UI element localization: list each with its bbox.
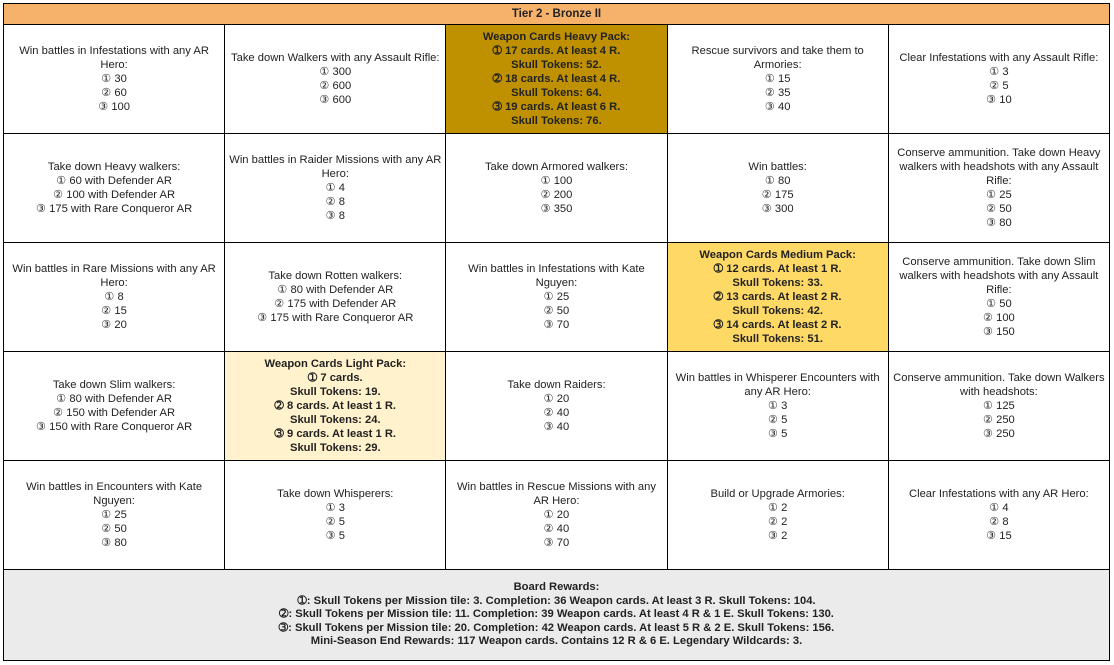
board-rewards-title: Board Rewards: — [513, 581, 600, 594]
mission-goal-line: ③ 175 with Rare Conqueror AR — [36, 203, 193, 216]
mission-goal-line: ① 15 — [764, 73, 791, 86]
mission-title: Win battles in Rare Missions with any AR Hero: — [12, 263, 216, 290]
mission-goal-line: ① 3 — [325, 502, 345, 515]
reward-line: Skull Tokens: 24. — [289, 414, 381, 427]
mission-goal-line: ② 200 — [540, 189, 573, 202]
mission-goal-line: ③ 150 with Rare Conqueror AR — [36, 421, 193, 434]
mission-tile — [4, 243, 225, 352]
reward-line: ➁ 8 cards. At least 1 R. — [274, 400, 397, 413]
mission-goal-line: ① 300 — [319, 66, 352, 79]
tier-board-table — [3, 3, 1110, 661]
reward-line: ➀ 17 cards. At least 4 R. — [492, 45, 621, 58]
reward-line: Skull Tokens: 19. — [289, 386, 381, 399]
mission-goal-line: ③ 100 — [98, 101, 130, 114]
reward-pack-light — [225, 352, 446, 461]
board-rewards — [4, 570, 1110, 661]
mission-goal-line: ② 40 — [543, 407, 570, 420]
reward-line: Skull Tokens: 76. — [511, 115, 602, 128]
mission-goal-line: ③ 20 — [101, 319, 127, 332]
board-row — [4, 25, 1110, 134]
reward-pack-title: Weapon Cards Light Pack: — [264, 358, 407, 371]
mission-tile — [667, 461, 888, 570]
mission-goal-line: ③ 8 — [325, 210, 345, 223]
mission-title: Win battles in Infestations with Kate Nguyen: — [468, 263, 645, 290]
mission-goal-line: ① 60 with Defender AR — [56, 175, 172, 188]
mission-goal-line: ③ 350 — [540, 203, 573, 216]
mission-goal-line: ② 50 — [543, 305, 570, 318]
mission-goal-line: ② 600 — [319, 80, 352, 93]
mission-goal-line: ③ 150 — [982, 326, 1015, 339]
mission-goal-line: ② 175 — [761, 189, 794, 202]
board-reward-line: ➂: Skull Tokens per Mission tile: 20. Completion: 42 Weapon cards. At least 5 R & 2 E. Skull Tokens: 156. — [278, 621, 835, 634]
reward-line: ➁ 13 cards. At least 2 R. — [713, 291, 842, 304]
mission-tile — [888, 461, 1109, 570]
mission-goal-line: ③ 80 — [101, 537, 127, 550]
reward-line: ➂ 9 cards. At least 1 R. — [274, 428, 397, 441]
reward-line: ➂ 19 cards. At least 6 R. — [492, 101, 621, 114]
mission-title: Conserve ammunition. Take down Heavy walkers with headshots with any Assault Rifle: — [897, 147, 1101, 188]
mission-title: Rescue survivors and take them to Armories: — [691, 45, 864, 72]
mission-goal-line: ② 35 — [764, 87, 791, 100]
mission-goal-line: ② 250 — [982, 414, 1015, 427]
mission-title: Take down Whisperers: — [277, 488, 394, 501]
mission-goal-line: ③ 5 — [767, 428, 788, 441]
reward-pack-medium — [667, 243, 888, 352]
mission-tile — [225, 461, 446, 570]
mission-tile — [888, 134, 1109, 243]
mission-title: Take down Walkers with any Assault Rifle: — [231, 52, 440, 65]
mission-goal-line: ③ 600 — [319, 94, 352, 107]
board-reward-line: Mini-Season End Rewards: 117 Weapon cards. Contains 12 R & 6 E. Legendary Wildcards: 3. — [310, 635, 803, 648]
mission-goal-line: ② 100 with Defender AR — [53, 189, 176, 202]
mission-tile — [4, 352, 225, 461]
mission-title: Win battles in Whisperer Encounters with any AR Hero: — [675, 372, 880, 399]
mission-goal-line: ② 5 — [325, 516, 345, 529]
mission-title: Build or Upgrade Armories: — [710, 488, 845, 501]
mission-tile — [667, 25, 888, 134]
mission-tile — [4, 134, 225, 243]
mission-goal-line: ① 8 — [104, 291, 124, 304]
mission-goal-line: ② 15 — [101, 305, 127, 318]
mission-goal-line: ② 40 — [543, 523, 570, 536]
mission-goal-line: ① 2 — [767, 502, 788, 515]
mission-goal-line: ② 60 — [101, 87, 127, 100]
reward-line: Skull Tokens: 42. — [732, 305, 823, 318]
mission-tile — [4, 25, 225, 134]
mission-title: Take down Rotten walkers: — [268, 270, 403, 283]
mission-goal-line: ① 100 — [540, 175, 573, 188]
mission-title: Take down Armored walkers: — [484, 161, 628, 174]
mission-tile — [225, 243, 446, 352]
mission-goal-line: ③ 15 — [986, 530, 1012, 543]
mission-tile — [888, 352, 1109, 461]
mission-goal-line: ③ 250 — [982, 428, 1015, 441]
reward-line: ➀ 7 cards. — [307, 372, 363, 385]
mission-goal-line: ① 25 — [986, 189, 1012, 202]
mission-title: Win battles in Raider Missions with any AR Hero: — [229, 154, 442, 181]
board-row — [4, 134, 1110, 243]
mission-goal-line: ① 30 — [101, 73, 127, 86]
reward-line: ➁ 18 cards. At least 4 R. — [492, 73, 621, 86]
mission-tile — [446, 352, 667, 461]
mission-tile — [225, 25, 446, 134]
mission-title: Win battles: — [748, 161, 807, 174]
mission-goal-line: ① 3 — [989, 66, 1009, 79]
mission-goal-line: ③ 70 — [543, 319, 570, 332]
mission-goal-line: ② 5 — [767, 414, 788, 427]
mission-goal-line: ② 5 — [989, 80, 1009, 93]
reward-line: Skull Tokens: 51. — [732, 333, 823, 346]
reward-pack-heavy — [446, 25, 667, 134]
mission-tile — [667, 134, 888, 243]
reward-line: Skull Tokens: 33. — [732, 277, 823, 290]
board-row — [4, 243, 1110, 352]
mission-goal-line: ① 4 — [989, 502, 1009, 515]
mission-goal-line: ① 125 — [982, 400, 1015, 413]
mission-goal-line: ② 2 — [767, 516, 788, 529]
mission-goal-line: ① 4 — [325, 182, 345, 195]
board-row — [4, 352, 1110, 461]
mission-tile — [225, 134, 446, 243]
reward-line: ➀ 12 cards. At least 1 R. — [713, 263, 842, 276]
mission-goal-line: ① 80 — [764, 175, 791, 188]
mission-tile — [446, 461, 667, 570]
mission-goal-line: ② 150 with Defender AR — [53, 407, 176, 420]
reward-line: Skull Tokens: 29. — [289, 442, 381, 455]
mission-goal-line: ② 100 — [982, 312, 1015, 325]
mission-goal-line: ③ 70 — [543, 537, 570, 550]
mission-title: Clear Infestations with any AR Hero: — [909, 488, 1089, 501]
mission-goal-line: ③ 10 — [986, 94, 1012, 107]
mission-goal-line: ③ 40 — [764, 101, 791, 114]
mission-goal-line: ② 8 — [989, 516, 1009, 529]
reward-line: Skull Tokens: 64. — [511, 87, 602, 100]
mission-goal-line: ① 25 — [101, 509, 127, 522]
reward-line: ➂ 14 cards. At least 2 R. — [713, 319, 842, 332]
mission-goal-line: ③ 300 — [761, 203, 794, 216]
mission-tile — [446, 134, 667, 243]
mission-title: Clear Infestations with any Assault Rifle: — [899, 52, 1099, 65]
mission-goal-line: ② 8 — [325, 196, 345, 209]
mission-goal-line: ③ 80 — [986, 217, 1012, 230]
mission-goal-line: ① 80 with Defender AR — [277, 284, 394, 297]
mission-tile — [667, 352, 888, 461]
mission-goal-line: ③ 40 — [543, 421, 570, 434]
board-reward-line: ➀: Skull Tokens per Mission tile: 3. Completion: 36 Weapon cards. At least 3 R. Skull Tokens: 104. — [297, 594, 816, 607]
mission-tile — [4, 461, 225, 570]
mission-goal-line: ① 25 — [543, 291, 570, 304]
mission-goal-line: ① 20 — [543, 509, 570, 522]
mission-goal-line: ③ 175 with Rare Conqueror AR — [257, 312, 414, 325]
mission-goal-line: ① 3 — [767, 400, 788, 413]
mission-tile — [446, 243, 667, 352]
mission-tile — [888, 25, 1109, 134]
mission-title: Conserve ammunition. Take down Walkers with headshots: — [893, 372, 1105, 399]
mission-goal-line: ② 175 with Defender AR — [274, 298, 397, 311]
reward-pack-title: Weapon Cards Heavy Pack: — [482, 31, 631, 44]
mission-goal-line: ② 50 — [101, 523, 127, 536]
mission-title: Win battles in Encounters with Kate Nguyen: — [26, 481, 203, 508]
mission-title: Take down Slim walkers: — [52, 379, 176, 392]
mission-goal-line: ③ 2 — [767, 530, 788, 543]
board-reward-line: ➁: Skull Tokens per Mission tile: 11. Completion: 39 Weapon cards. At least 4 R & 1 E. Skull Tokens: 130. — [279, 608, 834, 621]
mission-goal-line: ① 50 — [986, 298, 1012, 311]
mission-title: Win battles in Infestations with any AR Hero: — [19, 45, 209, 72]
footer-row — [4, 570, 1110, 661]
mission-title: Take down Heavy walkers: — [47, 161, 181, 174]
mission-goal-line: ② 50 — [986, 203, 1012, 216]
mission-goal-line: ① 20 — [543, 393, 570, 406]
mission-title: Conserve ammunition. Take down Slim walkers with headshots with any Assault Rifle: — [899, 256, 1099, 297]
mission-goal-line: ③ 5 — [325, 530, 345, 543]
reward-pack-title: Weapon Cards Medium Pack: — [699, 249, 856, 262]
header-row — [4, 4, 1110, 25]
mission-goal-line: ① 80 with Defender AR — [56, 393, 172, 406]
board-row — [4, 461, 1110, 570]
mission-title: Win battles in Rescue Missions with any AR Hero: — [456, 481, 656, 508]
tier-title: Tier 2 - Bronze II — [4, 4, 1110, 25]
mission-tile — [888, 243, 1109, 352]
mission-title: Take down Raiders: — [507, 379, 606, 392]
reward-line: Skull Tokens: 52. — [511, 59, 602, 72]
